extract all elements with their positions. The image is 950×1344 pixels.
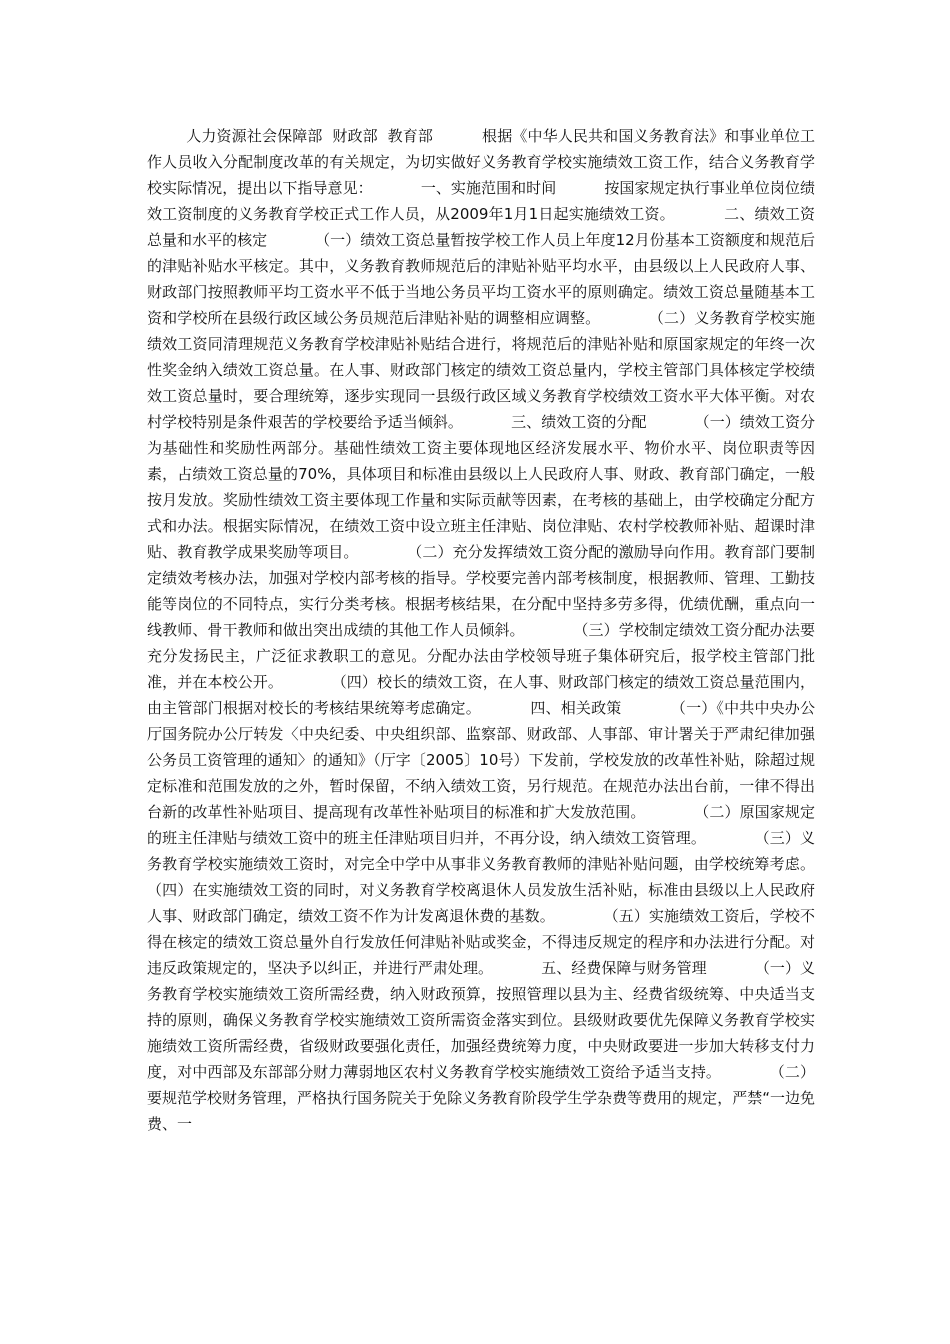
body-paragraph: 人力资源社会保障部 财政部 教育部 根据《中华人民共和国义务教育法》和事业单位工作人员收入分配制度改革的有关规定，为切实做好义务教育学校实施绩效工资工作，结合义务教育学校实际情况，提出以下指导意见： 一、实施范围和时间 按国家规定执行事业单位岗位绩效工资制度的义务教育学校正式工作人员，从2009年1月1日起实施绩效工资。 二、绩效工资总量和水平的核定 （一）绩效工资总量暂按学校工作人员上年度12月份基本工资额度和规范后的津贴补贴水平核定。其中，义务教育教师规范后的津贴补贴平均水平，由县级以上人民政府人事、财政部门按照教师平均工资水平不低于当地公务员平均工资水平的原则确定。绩效工资总量随基本工资和学校所在县级行政区域公务员规范后津贴补贴的调整相应调整。 （二）义务教育学校实施绩效工资同清理规范义务教育学校津贴补贴结合进行，将规范后的津贴补贴和原国家规定的年终一次性奖金纳入绩效工资总量。在人事、财政部门核定的绩效工资总量内，学校主管部门具体核定学校绩效工资总量时，要合理统筹，逐步实现同一县级行政区域义务教育学校绩效工资水平大体平衡。对农村学校特别是条件艰苦的学校要给予适当倾斜。 三、绩效工资的分配 （一）绩效工资分为基础性和奖励性两部分。基础性绩效工资主要体现地区经济发展水平、物价水平、岗位职责等因素，占绩效工资总量的70%，具体项目和标准由县级以上人民政府人事、财政、教育部门确定，一般按月发放。奖励性绩效工资主要体现工作量和实际贡献等因素，在考核的基础上，由学校确定分配方式和办法。根据实际情况，在绩效工资中设立班主任津贴、岗位津贴、农村学校教师补贴、超课时津贴、教育教学成果奖励等项目。 （二）充分发挥绩效工资分配的激励导向作用。教育部门要制定绩效考核办法，加强对学校内部考核的指导。学校要完善内部考核制度，根据教师、管理、工勤技能等岗位的不同特点，实行分类考核。根据考核结果，在分配中坚持多劳多得，优绩优酬，重点向一线教师、骨干教师和做出突出成绩的其他工作人员倾斜。 （三）学校制定绩效工资分配办法要充分发扬民主，广泛征求教职工的意见。分配办法由学校领导班子集体研究后，报学校主管部门批准，并在本校公开。 （四）校长的绩效工资，在人事、财政部门核定的绩效工资总量范围内，由主管部门根据对校长的考核结果统筹考虑确定。 四、相关政策 （一）《中共中央办公厅国务院办公厅转发〈中央纪委、中央组织部、监察部、财政部、人事部、审计署关于严肃纪律加强公务员工资管理的通知〉的通知》（厅字〔2005〕10号）下发前，学校发放的改革性补贴，除超过规定标准和范围发放的之外，暂时保留，不纳入绩效工资，另行规范。在规范办法出台前，一律不得出台新的改革性补贴项目、提高现有改革性补贴项目的标准和扩大发放范围。 （二）原国家规定的班主任津贴与绩效工资中的班主任津贴项目归并，不再分设，纳入绩效工资管理。 （三）义务教育学校实施绩效工资时，对完全中学中从事非义务教育教师的津贴补贴问题，由学校统筹考虑。 （四）在实施绩效工资的同时，对义务教育学校离退休人员发放生活补贴，标准由县级以上人民政府人事、财政部门确定，绩效工资不作为计发离退休费的基数。 （五）实施绩效工资后，学校不得在核定的绩效工资总量外自行发放任何津贴补贴或奖金，不得违反规定的程序和办法进行分配。对违反政策规定的，坚决予以纠正，并进行严肃处理。 五、经费保障与财务管理 （一）义务教育学校实施绩效工资所需经费，纳入财政预算，按照管理以县为主、经费省级统筹、中央适当支持的原则，确保义务教育学校实施绩效工资所需资金落实到位。县级财政要优先保障义务教育学校实施绩效工资所需经费，省级财政要强化责任，加强经费统筹力度，中央财政要进一步加大转移支付力度，对中西部及东部部分财力薄弱地区农村义务教育学校实施绩效工资给予适当支持。 （二）要规范学校财务管理，严格执行国务院关于免除义务教育阶段学生学杂费等费用的规定，严禁“一边免费、一 (147, 127, 863, 1133)
